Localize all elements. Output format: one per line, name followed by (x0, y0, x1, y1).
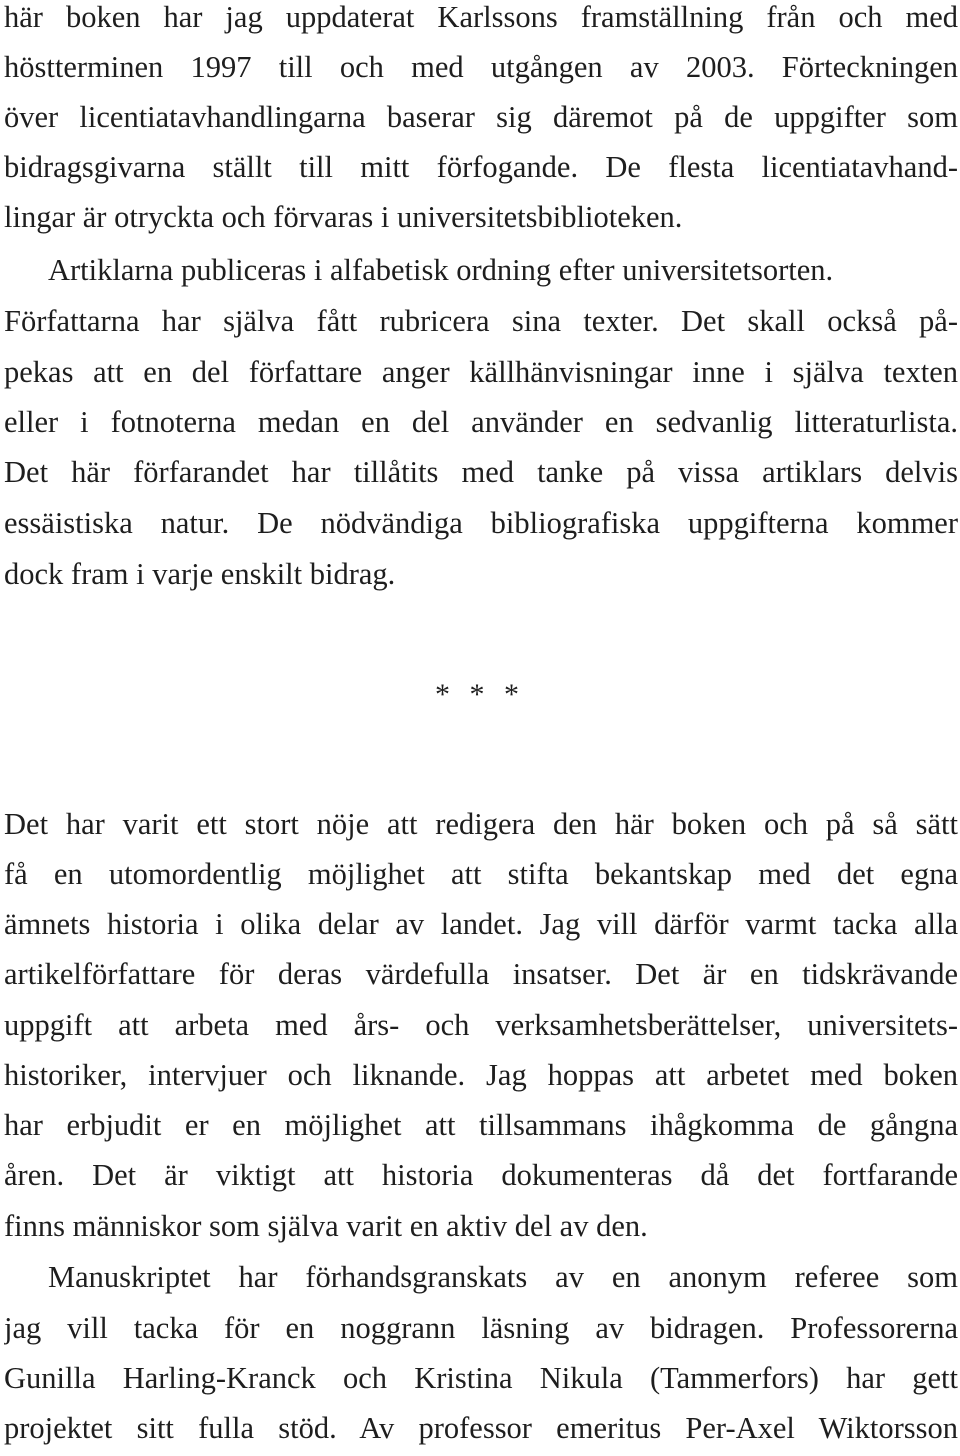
text-line: åren. Det är viktigt att historia dokumenteras då det fortfarande (4, 1158, 958, 1192)
section-separator: * * * (435, 678, 525, 711)
text-line: historiker, intervjuer och liknande. Jag hoppas att arbetet med boken (4, 1058, 958, 1092)
text-line: har erbjudit er en möjlighet att tillsammans ihågkomma de gångna (4, 1108, 958, 1142)
text-line: Det här förfarandet har tillåtits med tanke på vissa artiklars delvis (4, 455, 958, 489)
text-line: finns människor som själva varit en aktiv del av den. (4, 1209, 648, 1243)
text-line: uppgift att arbeta med års- och verksamhetsberättelser, universitets- (4, 1008, 958, 1042)
text-line: ämnets historia i olika delar av landet. Jag vill därför varmt tacka alla (4, 907, 958, 941)
text-line: Manuskriptet har förhandsgranskats av en anonym referee som (48, 1260, 958, 1294)
text-line: här boken har jag uppdaterat Karlssons framställning från och med (4, 0, 958, 34)
text-line: eller i fotnoterna medan en del använder en sedvanlig litteraturlista. (4, 405, 958, 439)
text-line: Gunilla Harling-Kranck och Kristina Nikula (Tammerfors) har gett (4, 1361, 958, 1395)
text-line: essäistiska natur. De nödvändiga bibliografiska uppgifterna kommer (4, 506, 958, 540)
text-line: bidragsgivarna ställt till mitt förfogande. De flesta licentiatavhand- (4, 150, 958, 184)
text-line: jag vill tacka för en noggrann läsning av bidragen. Professorerna (4, 1311, 958, 1345)
text-line: höstterminen 1997 till och med utgången av 2003. Förteckningen (4, 50, 958, 84)
text-line: dock fram i varje enskilt bidrag. (4, 557, 396, 591)
text-line: lingar är otryckta och förvaras i universitetsbiblioteken. (4, 200, 683, 234)
text-line: artikelförfattare för deras värdefulla insatser. Det är en tidskrävande (4, 957, 958, 991)
text-line: få en utomordentlig möjlighet att stifta bekantskap med det egna (4, 857, 958, 891)
text-line: pekas att en del författare anger källhänvisningar inne i själva texten (4, 355, 958, 389)
text-line: Det har varit ett stort nöje att redigera den här boken och på så sätt (4, 807, 958, 841)
text-line: Artiklarna publiceras i alfabetisk ordning efter universitetsorten. (48, 253, 834, 287)
text-line: projektet sitt fulla stöd. Av professor emeritus Per-Axel Wiktorsson (4, 1411, 958, 1445)
text-line: över licentiatavhandlingarna baserar sig däremot på de uppgifter som (4, 100, 958, 134)
text-line: Författarna har själva fått rubricera sina texter. Det skall också på- (4, 304, 958, 338)
